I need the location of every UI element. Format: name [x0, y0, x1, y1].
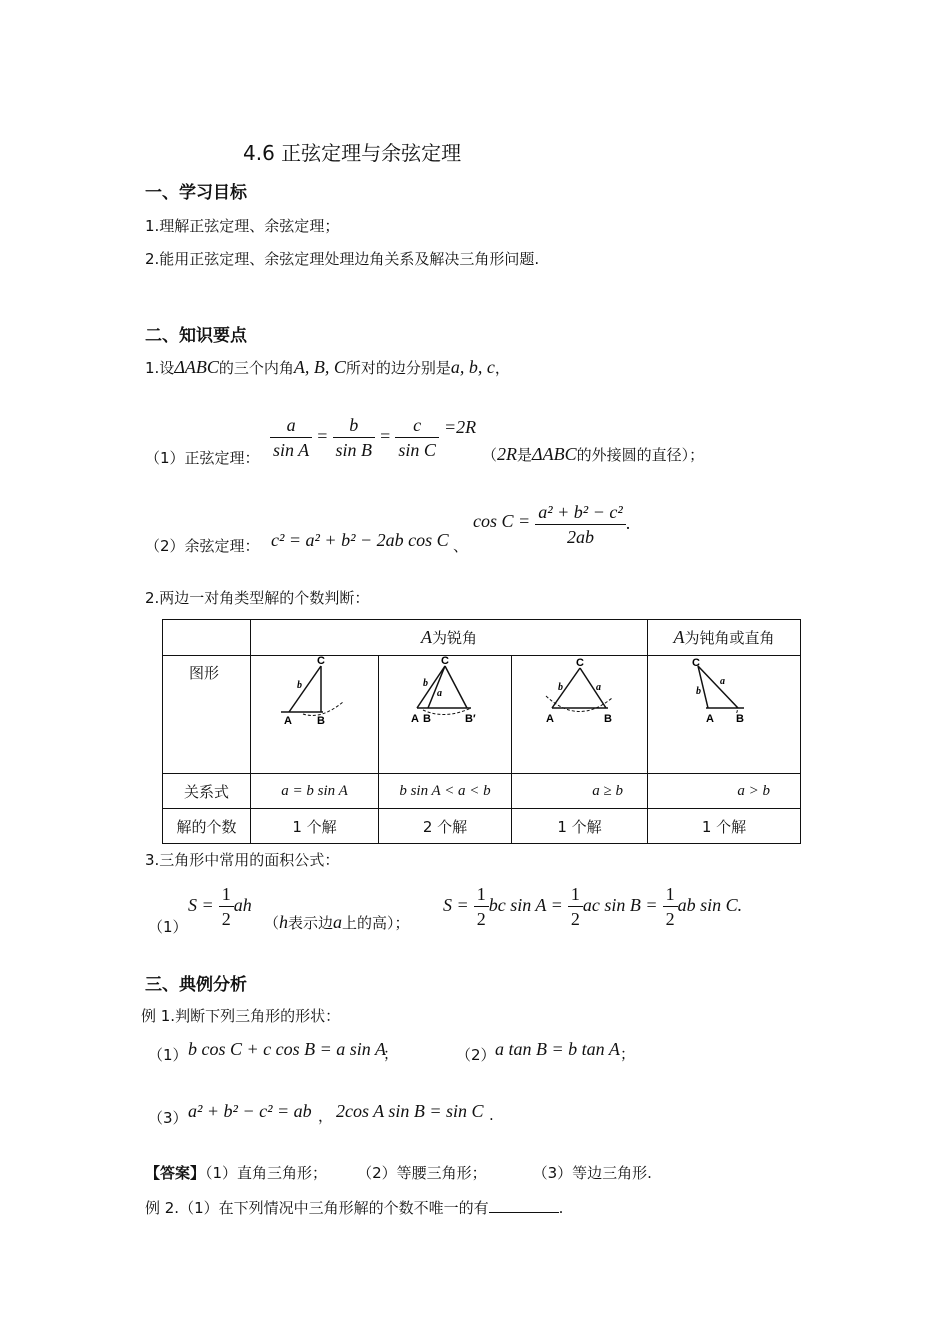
count-3: 1 个解: [512, 809, 648, 844]
sine-law-label: （1）正弦定理：: [145, 449, 260, 467]
p1-end: ，: [494, 359, 510, 377]
area1-lhs: S =: [188, 895, 214, 915]
fig4-side-b: b: [695, 686, 701, 697]
fig4-label-b: B: [735, 713, 744, 725]
answer-3: （3）等边三角形.: [532, 1164, 652, 1182]
figure-obtuse-triangle: [648, 656, 800, 736]
cosine-den: 2ab: [566, 527, 594, 547]
section-heading-goals: 一、学习目标: [145, 183, 247, 203]
sine-note-pre: （: [482, 446, 498, 464]
header-acute: [251, 620, 648, 656]
area2-half1-num: 1: [474, 882, 489, 907]
section-heading-knowledge: 二、知识要点: [145, 326, 247, 346]
area-label: （1）: [148, 918, 188, 936]
example-2-end: .: [558, 1199, 564, 1217]
fig2-label-b2: B′: [465, 713, 476, 725]
area2-term1: bc sin A =: [488, 895, 563, 915]
figure-one-solution: [512, 656, 646, 736]
area2-half2-den: 2: [570, 909, 580, 929]
fig2-label-b: B: [423, 713, 431, 725]
header-acute-text: 为锐角: [431, 629, 477, 647]
page-title: 4.6 正弦定理与余弦定理: [243, 141, 462, 165]
area-formula-2: [443, 882, 742, 931]
header-obtuse-text: 为钝角或直角: [684, 629, 775, 647]
fig3-side-b: b: [558, 682, 563, 693]
fig1-label-a: A: [284, 715, 292, 727]
area-note: [264, 912, 410, 933]
sine-note-mid: 是: [517, 446, 533, 464]
answer-line: [145, 1162, 652, 1183]
cosine-law-formula: c² = a² + b² − 2ab cos C: [271, 530, 449, 550]
relation-3: a ≥ b: [512, 774, 648, 809]
knowledge-point-2: 2.两边一对角类型解的个数判断：: [145, 589, 370, 607]
area1-half-den: 2: [221, 909, 231, 929]
sine-f2-num: b: [333, 413, 376, 438]
answer-blank[interactable]: [489, 1212, 559, 1213]
fig3-label-b: B: [604, 713, 612, 725]
sine-f1-num: a: [270, 413, 312, 438]
header-obtuse-var: A: [673, 627, 685, 647]
fig4-label-a: A: [705, 713, 714, 725]
ex1-q2-end: ；: [620, 1045, 636, 1063]
row-label-relation: 关系式: [163, 774, 251, 809]
sine-f3-den: sin C: [398, 440, 436, 460]
answer-2: （2）等腰三角形；: [357, 1164, 487, 1182]
ex1-q3b: 2cos A sin B = sin C: [336, 1101, 484, 1121]
area-note-end: 上的高）；: [342, 914, 410, 932]
area2-half1-den: 2: [476, 909, 486, 929]
p1-mid2: 所对的边分别是: [345, 359, 451, 377]
fig3-label-c: C: [576, 657, 584, 669]
fig3-label-a: A: [546, 713, 554, 725]
cosine-end: .: [625, 513, 631, 533]
figure-cell-4: [647, 656, 800, 774]
p1-triangle: ΔABC: [174, 357, 219, 377]
header-acute-var: A: [420, 627, 432, 647]
knowledge-point-1: [145, 357, 510, 378]
table-corner: [163, 620, 251, 656]
area2-half3-den: 2: [665, 909, 675, 929]
p1-angles: A, B, C: [293, 357, 346, 377]
figure-cell-2: [379, 656, 512, 774]
area1-half-num: 1: [219, 882, 234, 907]
ex1-q3-label: （3）: [148, 1109, 188, 1127]
row-label-count: 解的个数: [163, 809, 251, 844]
example-1: 例 1.判断下列三角形的形状：: [141, 1007, 341, 1025]
fig2-label-c: C: [441, 656, 449, 667]
figure-two-solutions: [379, 656, 511, 736]
sine-f1-den: sin A: [273, 440, 310, 460]
ex1-q2: a tan B = b tan A: [495, 1039, 620, 1059]
count-2: 2 个解: [379, 809, 512, 844]
relation-1: a = b sin A: [251, 774, 379, 809]
area-formula-1: [188, 882, 252, 931]
area2-term2: ac sin B =: [582, 895, 658, 915]
sine-law-formula: $\frac{a}{\text{sin A}}$ = $\frac{b}{\text{sin B}}$ = $\frac{c}{\text{sin C}}$ =2R: [270, 413, 476, 462]
fig1-label-c: C: [317, 656, 325, 667]
relation-4: a > b: [647, 774, 800, 809]
area-note-a: a: [333, 912, 343, 932]
sine-f3-num: c: [395, 413, 439, 438]
goal-item-1: 1.理解正弦定理、余弦定理；: [145, 217, 340, 235]
cosine-law-label: （2）余弦定理：: [145, 537, 260, 555]
cosine-sep: 、: [453, 537, 469, 555]
cosine-fraction-formula: [473, 500, 630, 549]
area2-half3-num: 1: [663, 882, 678, 907]
sine-f2-den: sin B: [335, 440, 373, 460]
fig4-side-a: a: [719, 676, 725, 687]
fig1-label-b: B: [317, 715, 325, 727]
ex1-q3-end: .: [489, 1106, 494, 1124]
example-2: [145, 1197, 563, 1218]
fig3-side-a: a: [596, 682, 601, 693]
fig2-side-a: a: [437, 688, 442, 699]
sine-note-end: 的外接圆的直径）；: [576, 446, 705, 464]
fig4-label-c: C: [691, 657, 700, 669]
goal-item-2: 2.能用正弦定理、余弦定理处理边角关系及解决三角形问题.: [145, 250, 540, 268]
area-note-pre: （: [264, 914, 280, 932]
answer-tag: 【答案】: [145, 1164, 206, 1182]
fig2-label-a: A: [411, 713, 419, 725]
p1-mid: 的三个内角: [218, 359, 294, 377]
ex1-q1-label: （1）: [148, 1046, 188, 1064]
example-2-text: 例 2.（1）在下列情况中三角形解的个数不唯一的有: [145, 1199, 489, 1217]
solution-count-table: [162, 619, 801, 844]
area2-lhs: S =: [443, 895, 469, 915]
fig2-side-b: b: [423, 678, 428, 689]
count-1: 1 个解: [251, 809, 379, 844]
area-note-mid: 表示边: [288, 914, 334, 932]
area2-term3: ab sin C.: [677, 895, 743, 915]
answer-1: （1）直角三角形；: [205, 1164, 328, 1182]
sine-note-r: 2R: [497, 444, 518, 464]
p1-sides: a, b, c: [450, 357, 495, 377]
row-label-figure: 图形: [163, 656, 251, 774]
area-note-h: h: [279, 912, 289, 932]
figure-right-triangle: [251, 656, 377, 736]
figure-cell-3: [512, 656, 648, 774]
ex1-q3a: a² + b² − c² = ab: [188, 1101, 312, 1121]
section-heading-examples: 三、典例分析: [145, 975, 247, 995]
figure-cell-1: [251, 656, 379, 774]
knowledge-point-3: 3.三角形中常用的面积公式：: [145, 851, 340, 869]
cosine-num: a² + b² − c²: [535, 500, 625, 525]
relation-2: b sin A < a < b: [379, 774, 512, 809]
header-obtuse: [647, 620, 800, 656]
count-4: 1 个解: [647, 809, 800, 844]
sine-eq: =2R: [444, 417, 477, 437]
ex1-q2-label: （2）: [456, 1046, 496, 1064]
area1-rhs: ah: [233, 895, 252, 915]
p1-pre: 1.设: [145, 359, 175, 377]
ex1-q1-end: ；: [383, 1045, 399, 1063]
cosine-lhs: cos C =: [473, 511, 531, 531]
ex1-q1: b cos C + c cos B = a sin A: [188, 1039, 386, 1059]
sine-note-tri: ΔABC: [532, 444, 577, 464]
sine-law-note: [482, 444, 704, 465]
area2-half2-num: 1: [568, 882, 583, 907]
fig1-side-b: b: [297, 680, 303, 691]
ex1-q3-sep: ，: [318, 1107, 334, 1125]
